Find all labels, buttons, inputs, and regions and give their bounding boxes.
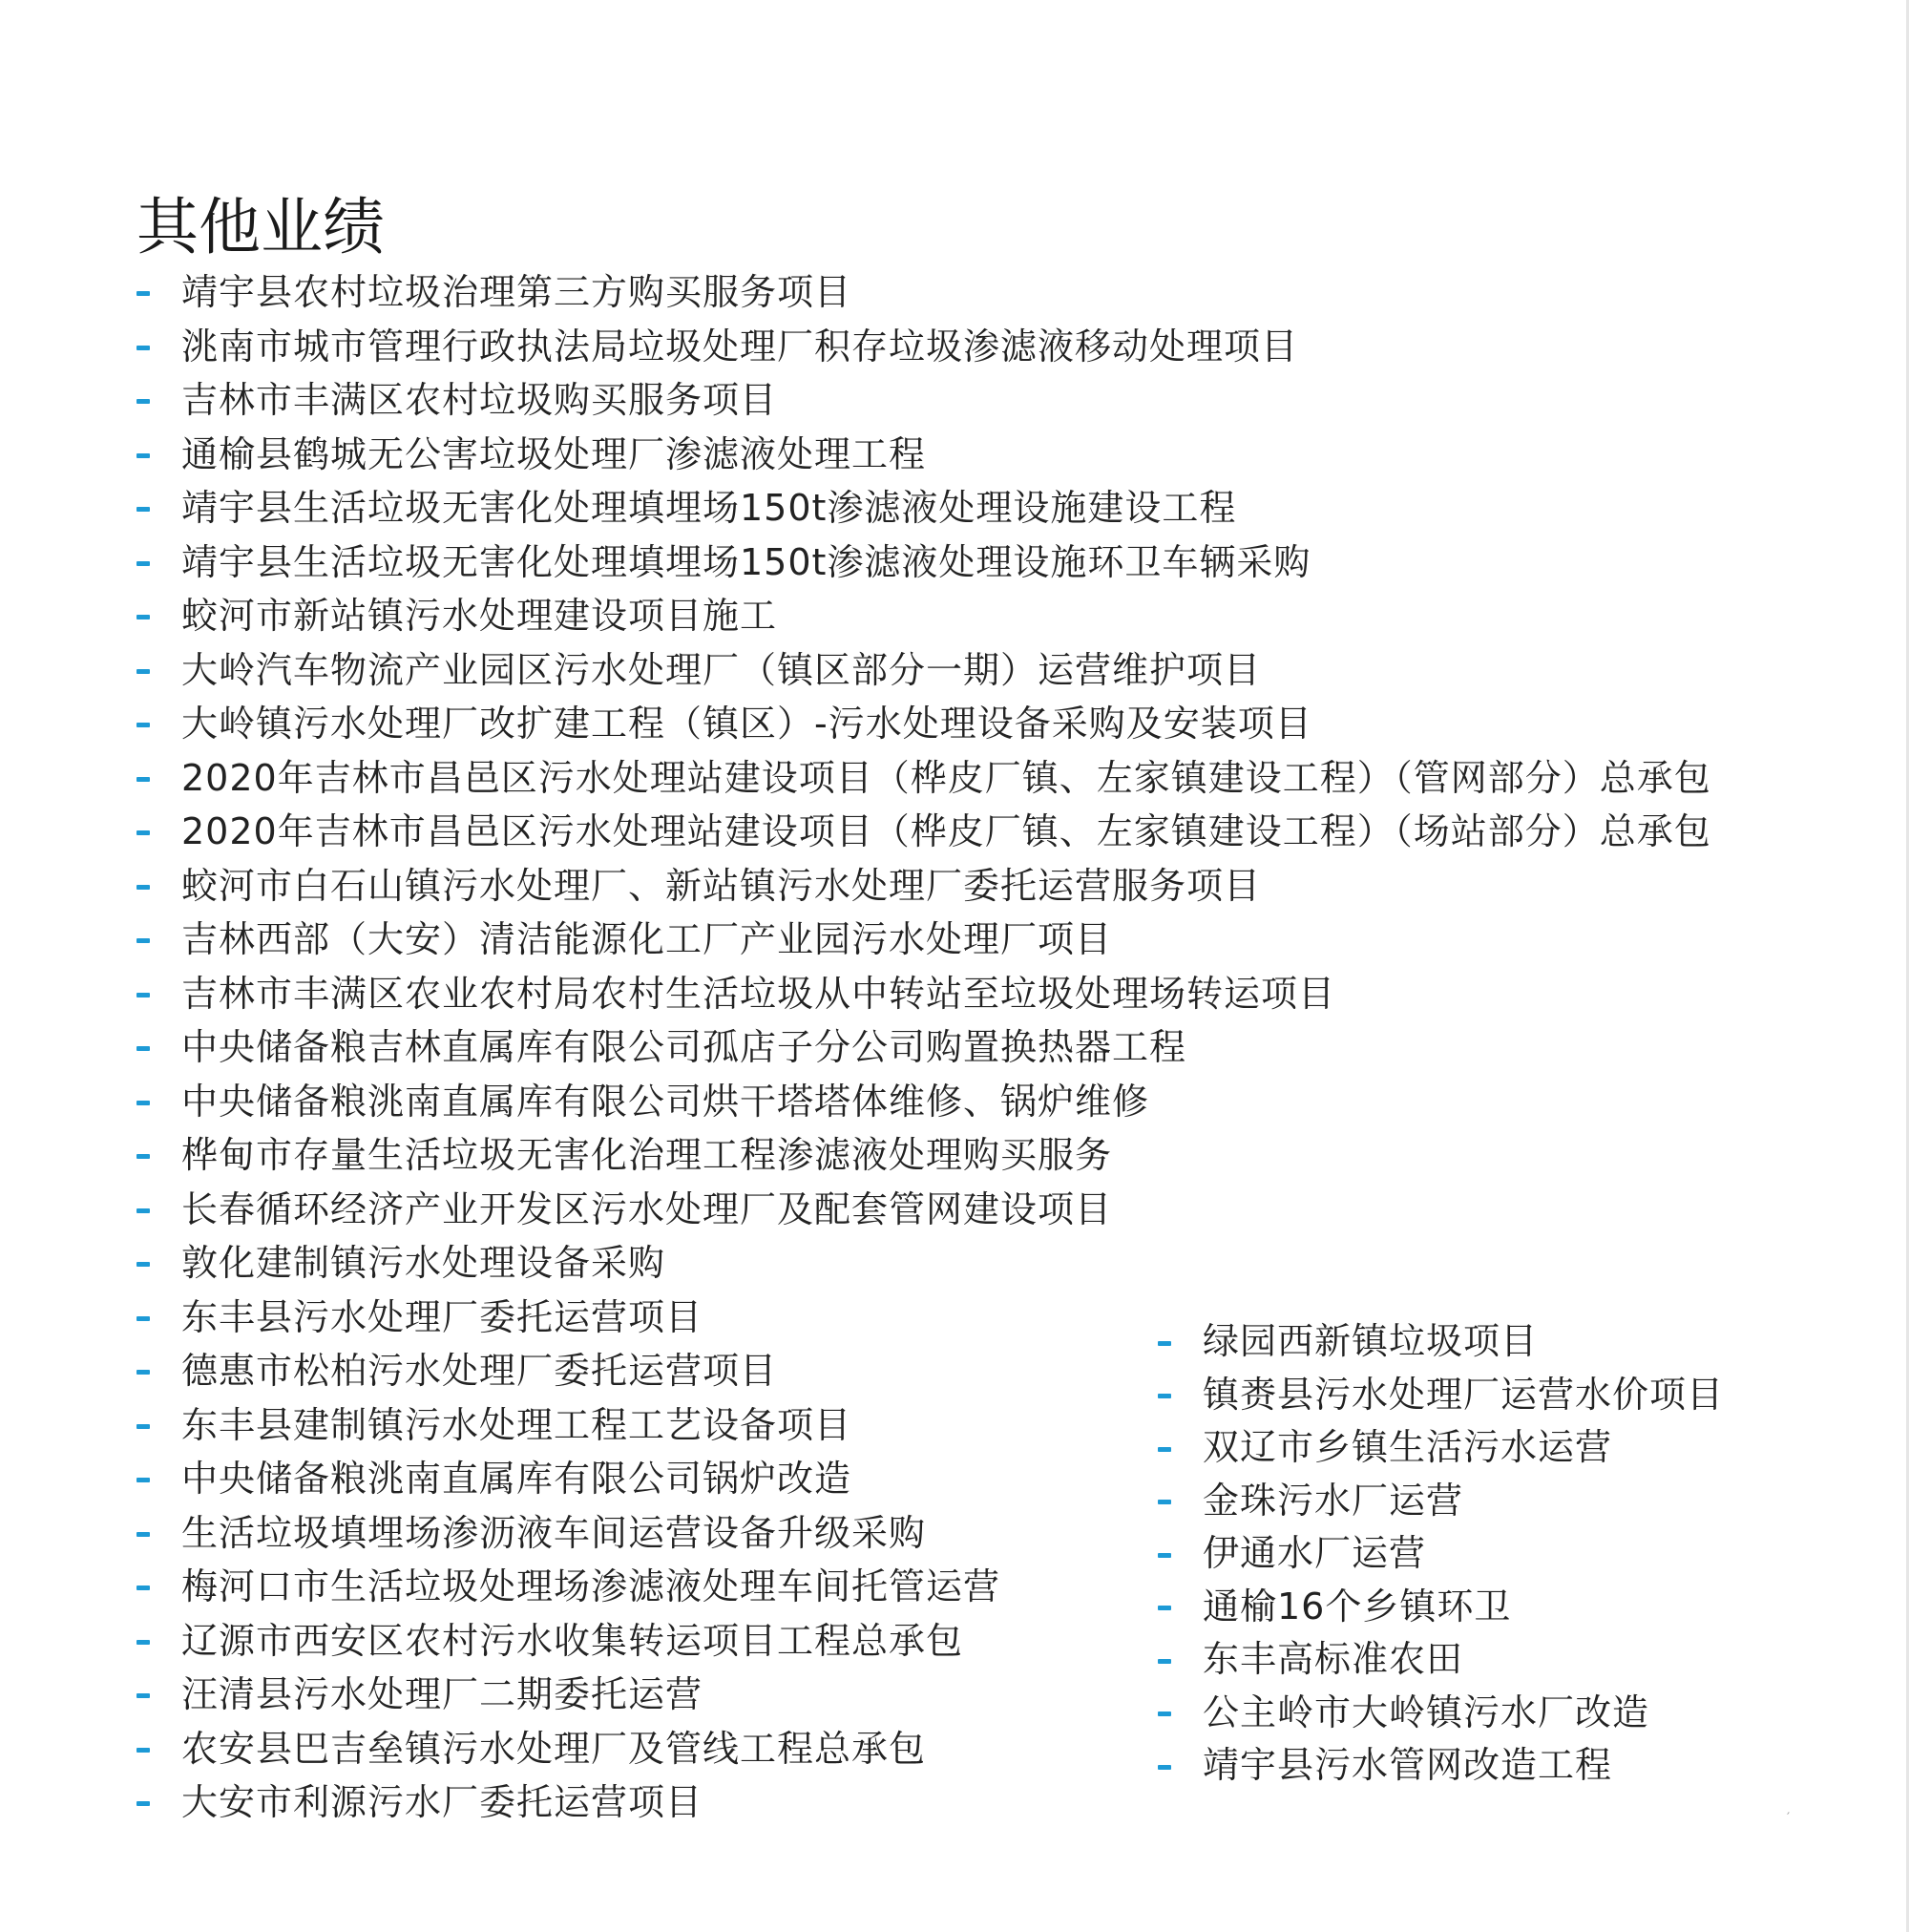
dash-bullet-icon bbox=[136, 561, 150, 566]
list-item-text: 通榆16个乡镇环卫 bbox=[1203, 1585, 1512, 1628]
list-item-text: 中央储备粮吉林直属库有限公司孤店子分公司购置换热器工程 bbox=[181, 1026, 1187, 1068]
list-item-text: 靖宇县污水管网改造工程 bbox=[1203, 1744, 1613, 1786]
dash-bullet-icon bbox=[1158, 1659, 1171, 1664]
list-item bbox=[1158, 1421, 1724, 1475]
dash-bullet-icon bbox=[1158, 1606, 1171, 1610]
dash-bullet-icon bbox=[136, 1046, 150, 1051]
list-item-text: 德惠市松柏污水处理厂委托运营项目 bbox=[181, 1350, 778, 1392]
dash-bullet-icon bbox=[136, 1532, 150, 1537]
dash-bullet-icon bbox=[136, 830, 150, 835]
list-item bbox=[136, 265, 1711, 320]
dash-bullet-icon bbox=[136, 1262, 150, 1267]
list-item-text: 吉林西部（大安）清洁能源化工厂产业园污水处理厂项目 bbox=[181, 918, 1113, 960]
list-item bbox=[136, 481, 1711, 536]
dash-bullet-icon bbox=[1158, 1394, 1171, 1398]
dash-bullet-icon bbox=[136, 1424, 150, 1429]
list-item-text: 吉林市丰满区农业农村局农村生活垃圾从中转站至垃圾处理场转运项目 bbox=[181, 972, 1336, 1015]
dash-bullet-icon bbox=[136, 399, 150, 404]
list-item-text: 蛟河市新站镇污水处理建设项目施工 bbox=[181, 595, 778, 637]
dash-bullet-icon bbox=[136, 1208, 150, 1213]
list-item-text: 大岭汽车物流产业园区污水处理厂（镇区部分一期）运营维护项目 bbox=[181, 648, 1262, 691]
list-item-text: 东丰高标准农田 bbox=[1203, 1638, 1464, 1680]
list-item-text: 2020年吉林市昌邑区污水处理站建设项目（桦皮厂镇、左家镇建设工程）（场站部分）总承包 bbox=[181, 810, 1711, 852]
list-item bbox=[1158, 1687, 1724, 1740]
list-item-text: 梅河口市生活垃圾处理场渗滤液处理车间托管运营 bbox=[181, 1565, 1001, 1607]
list-item bbox=[136, 428, 1711, 482]
list-item bbox=[136, 967, 1711, 1021]
list-item bbox=[1158, 1527, 1724, 1581]
list-item bbox=[136, 1128, 1711, 1183]
dash-bullet-icon bbox=[136, 723, 150, 727]
dash-bullet-icon bbox=[1158, 1341, 1171, 1346]
dash-bullet-icon bbox=[136, 1586, 150, 1590]
list-item bbox=[136, 1020, 1711, 1075]
dash-bullet-icon bbox=[136, 1101, 150, 1105]
list-item-text: 生活垃圾填埋场渗沥液车间运营设备升级采购 bbox=[181, 1511, 927, 1554]
list-item bbox=[136, 320, 1711, 374]
dash-bullet-icon bbox=[1158, 1553, 1171, 1558]
list-item-text: 靖宇县生活垃圾无害化处理填埋场150t渗滤液处理设施建设工程 bbox=[181, 487, 1237, 529]
dash-bullet-icon bbox=[1158, 1500, 1171, 1504]
list-item-text: 靖宇县生活垃圾无害化处理填埋场150t渗滤液处理设施环卫车辆采购 bbox=[181, 540, 1311, 583]
list-item-text: 洮南市城市管理行政执法局垃圾处理厂积存垃圾渗滤液移动处理项目 bbox=[181, 325, 1299, 368]
dash-bullet-icon bbox=[136, 993, 150, 998]
list-item bbox=[136, 373, 1711, 428]
dash-bullet-icon bbox=[136, 1640, 150, 1645]
list-item-text: 大岭镇污水处理厂改扩建工程（镇区）-污水处理设备采购及安装项目 bbox=[181, 703, 1312, 745]
dash-bullet-icon bbox=[136, 1316, 150, 1321]
list-item-text: 桦甸市存量生活垃圾无害化治理工程渗滤液处理购买服务 bbox=[181, 1134, 1113, 1176]
list-item bbox=[136, 751, 1711, 806]
list-item-text: 伊通水厂运营 bbox=[1203, 1532, 1427, 1574]
list-item-text: 双辽市乡镇生活污水运营 bbox=[1203, 1426, 1613, 1468]
dash-bullet-icon bbox=[136, 507, 150, 512]
list-item-text: 中央储备粮洮南直属库有限公司锅炉改造 bbox=[181, 1458, 852, 1500]
list-item bbox=[136, 805, 1711, 859]
list-item-text: 农安县巴吉垒镇污水处理厂及管线工程总承包 bbox=[181, 1727, 927, 1770]
dash-bullet-icon bbox=[136, 1370, 150, 1375]
list-item bbox=[136, 1075, 1711, 1129]
list-item bbox=[1158, 1581, 1724, 1634]
list-item-text: 敦化建制镇污水处理设备采购 bbox=[181, 1242, 666, 1284]
list-item-text: 东丰县污水处理厂委托运营项目 bbox=[181, 1295, 703, 1338]
list-item bbox=[1158, 1315, 1724, 1369]
list-item bbox=[1158, 1739, 1724, 1793]
dash-bullet-icon bbox=[136, 1154, 150, 1159]
dash-bullet-icon bbox=[136, 1801, 150, 1806]
list-item-text: 大安市利源污水厂委托运营项目 bbox=[181, 1781, 703, 1823]
list-item-text: 辽源市西安区农村污水收集转运项目工程总承包 bbox=[181, 1619, 964, 1662]
list-item bbox=[136, 859, 1711, 914]
dash-bullet-icon bbox=[1158, 1712, 1171, 1716]
list-item-text: 靖宇县农村垃圾治理第三方购买服务项目 bbox=[181, 271, 852, 313]
list-item-text: 汪清县污水处理厂二期委托运营 bbox=[181, 1673, 703, 1715]
list-item bbox=[1158, 1633, 1724, 1687]
list-item bbox=[1158, 1475, 1724, 1528]
list-item-text: 2020年吉林市昌邑区污水处理站建设项目（桦皮厂镇、左家镇建设工程）（管网部分）总承包 bbox=[181, 756, 1711, 799]
dash-bullet-icon bbox=[136, 453, 150, 458]
dash-bullet-icon bbox=[136, 1693, 150, 1698]
list-item bbox=[136, 643, 1711, 698]
dash-bullet-icon bbox=[136, 885, 150, 890]
list-item-text: 蛟河市白石山镇污水处理厂、新站镇污水处理厂委托运营服务项目 bbox=[181, 864, 1262, 907]
list-item bbox=[136, 913, 1711, 967]
performance-list-right bbox=[1158, 1315, 1724, 1793]
dash-bullet-icon bbox=[136, 615, 150, 620]
list-item-text: 绿园西新镇垃圾项目 bbox=[1203, 1320, 1539, 1362]
list-item bbox=[136, 1183, 1711, 1237]
dash-bullet-icon bbox=[136, 346, 150, 350]
list-item bbox=[136, 536, 1711, 590]
list-item-text: 吉林市丰满区农村垃圾购买服务项目 bbox=[181, 379, 778, 421]
dash-bullet-icon bbox=[1158, 1765, 1171, 1770]
list-item-text: 通榆县鹤城无公害垃圾处理厂渗滤液处理工程 bbox=[181, 432, 927, 475]
list-item-text: 长春循环经济产业开发区污水处理厂及配套管网建设项目 bbox=[181, 1187, 1113, 1230]
corner-mark: ′ bbox=[1787, 1811, 1791, 1826]
dash-bullet-icon bbox=[136, 669, 150, 674]
dash-bullet-icon bbox=[136, 777, 150, 782]
list-item bbox=[136, 697, 1711, 751]
dash-bullet-icon bbox=[136, 291, 150, 296]
list-item-text: 公主岭市大岭镇污水厂改造 bbox=[1203, 1690, 1650, 1733]
dash-bullet-icon bbox=[136, 938, 150, 943]
list-item-text: 东丰县建制镇污水处理工程工艺设备项目 bbox=[181, 1403, 852, 1446]
dash-bullet-icon bbox=[1158, 1447, 1171, 1452]
list-item-text: 金珠污水厂运营 bbox=[1203, 1479, 1464, 1522]
list-item bbox=[136, 1236, 1711, 1291]
list-item bbox=[136, 589, 1711, 643]
list-item-text: 中央储备粮洮南直属库有限公司烘干塔塔体维修、锅炉维修 bbox=[181, 1080, 1150, 1123]
list-item-text: 镇赉县污水处理厂运营水价项目 bbox=[1203, 1373, 1725, 1416]
list-item bbox=[1158, 1369, 1724, 1422]
page-title: 其他业绩 bbox=[136, 191, 386, 263]
dash-bullet-icon bbox=[136, 1478, 150, 1482]
dash-bullet-icon bbox=[136, 1748, 150, 1753]
